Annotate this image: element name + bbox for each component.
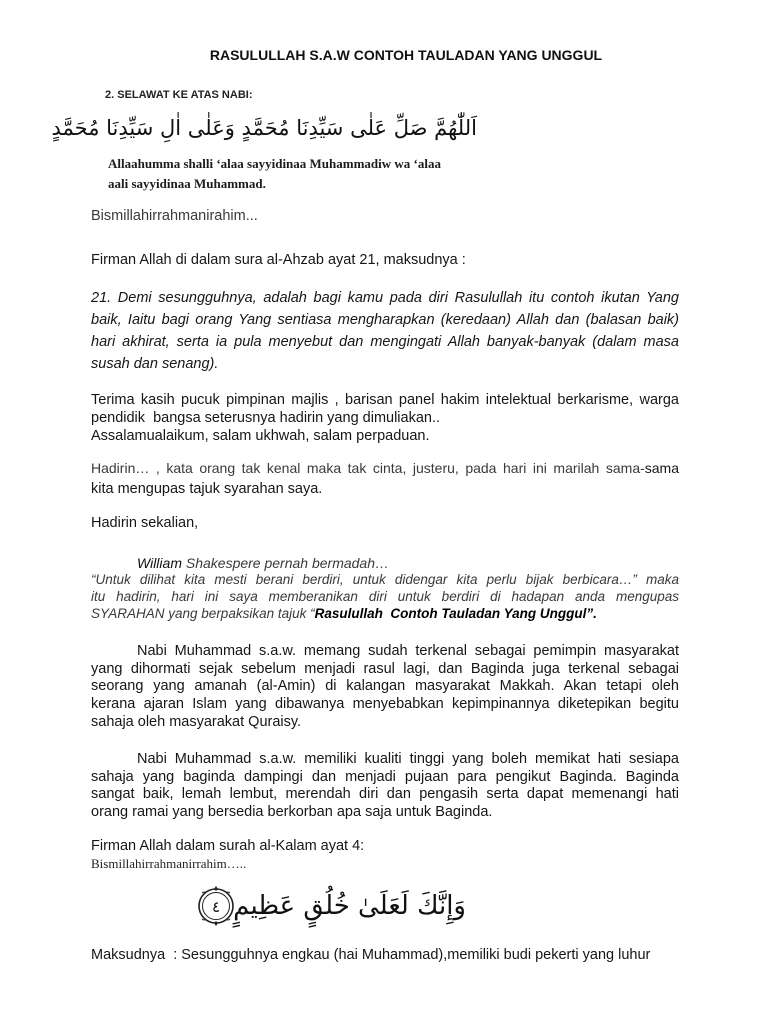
hadirin-line-regular-text: sama: [644, 460, 679, 476]
paragraph-line: kerana ajaran Islam yang dibawanya menyebabkan kepimpinannya diketepikan begitu: [91, 696, 679, 712]
hadirin-line-light-text: Hadirin… , kata orang tak kenal maka tak cinta, justeru, pada hari ini marilah sama-: [91, 460, 645, 476]
paragraph-line: seorang yang amanah (al-Amin) di kalangan masyarakat Makkah. Akan tetapi oleh: [91, 678, 679, 694]
verse-line: hari akhirat, serta ia pula menyebut dan mengingati Allah banyak-banyak (dalam masa: [91, 334, 679, 350]
selawat-heading: 2. SELAWAT KE ATAS NABI:: [105, 89, 253, 101]
ayah-number: ٤: [211, 898, 221, 916]
quote-topic-title: Rasulullah Contoh Tauladan Yang Unggul”.: [314, 606, 597, 621]
paragraph-line: sangat baik, lemah lembut, merendah diri dan pengasih serta dapat memenangi hati: [91, 786, 679, 802]
greeting-line: pendidik bangsa seterusnya hadirin yang dimuliakan..: [91, 410, 441, 426]
quote-line: itu hadirin, hari ini saya memberanikan diri untuk berdiri di hadapan anda mengupas: [91, 589, 679, 604]
quote-attribution: [137, 554, 389, 572]
paragraph-line: sahaja oleh masyarakat Quraisy.: [91, 714, 302, 730]
paragraph-line: Nabi Muhammad s.a.w. memang sudah terkenal sebagai pemimpin masyarakat: [137, 643, 679, 659]
salutation: Hadirin sekalian,: [91, 515, 199, 531]
verse-line: susah dan senang).: [91, 356, 219, 372]
paragraph-line: sahaja yang baginda dampingi dan menjadi pujaan para pengikut Baginda. Baginda: [91, 769, 679, 785]
ornament-circle-icon: [194, 884, 238, 928]
selawat-transliteration-line: aali sayyidinaa Muhammad.: [108, 176, 266, 191]
quote-topic-line: [91, 605, 679, 622]
quote-author: William: [137, 555, 182, 571]
paragraph-line: Nabi Muhammad s.a.w. memiliki kualiti tinggi yang boleh memikat hati sesiapa: [137, 751, 679, 767]
opening-bismillah: Bismillahirrahmanirahim...: [91, 208, 258, 224]
kalam-verse-arabic: وَإِنَّكَ لَعَلَىٰ خُلُقٍ عَظِيمٍ: [233, 891, 466, 921]
quote-intro: Shakespere pernah bermadah…: [181, 555, 390, 571]
quote-line: “Untuk dilihat kita mesti berani berdiri, untuk didengar kita perlu bijak berbicara…” maka: [91, 572, 679, 587]
hadirin-line: [91, 459, 679, 477]
quote-topic-prefix: SYARAHAN yang berpaksikan tajuk “: [91, 606, 315, 621]
hadirin-line: kita mengupas tajuk syarahan saya.: [91, 481, 323, 497]
kalam-meaning: Maksudnya : Sesungguhnya engkau (hai Muhammad),memiliki budi pekerti yang luhur: [91, 947, 651, 963]
selawat-transliteration-line: Allaahumma shalli ‘alaa sayyidinaa Muhammadiw wa ‘alaa: [108, 156, 441, 171]
paragraph-line: yang dihormati sejak sebelum menjadi rasul lagi, dan Baginda juga terkenal sebagai: [91, 661, 679, 677]
kalam-bismillah: Bismillahirrahmanirrahim…..: [91, 856, 247, 871]
verse-line: baik, Iaitu bagi orang Yang sentiasa mengharapkan (keredaan) Allah dan (balasan baik): [91, 312, 679, 328]
ahzab-intro: Firman Allah di dalam sura al-Ahzab ayat 21, maksudnya :: [91, 252, 466, 268]
verse-line: 21. Demi sesungguhnya, adalah bagi kamu pada diri Rasulullah itu contoh ikutan Yang: [91, 290, 679, 306]
kalam-intro: Firman Allah dalam surah al-Kalam ayat 4:: [91, 838, 365, 854]
paragraph-line: orang ramai yang bersedia berkorban apa saja untuk Baginda.: [91, 804, 493, 820]
greeting-line: Assalamualaikum, salam ukhwah, salam perpaduan.: [91, 428, 430, 444]
selawat-arabic-text: اَللّٰهُمَّ صَلِّ عَلٰى سَيِّدِنَا مُحَمَّدٍ وَعَلٰى اٰلِ سَيِّدِنَا مُحَمَّدٍ: [51, 116, 477, 140]
page-title: RASULULLAH S.A.W CONTOH TAULADAN YANG UNGGUL: [209, 47, 603, 63]
greeting-line: Terima kasih pucuk pimpinan majlis , barisan panel hakim intelektual berkarisme, warga: [91, 392, 679, 408]
ayah-number-ornament: [194, 884, 238, 928]
